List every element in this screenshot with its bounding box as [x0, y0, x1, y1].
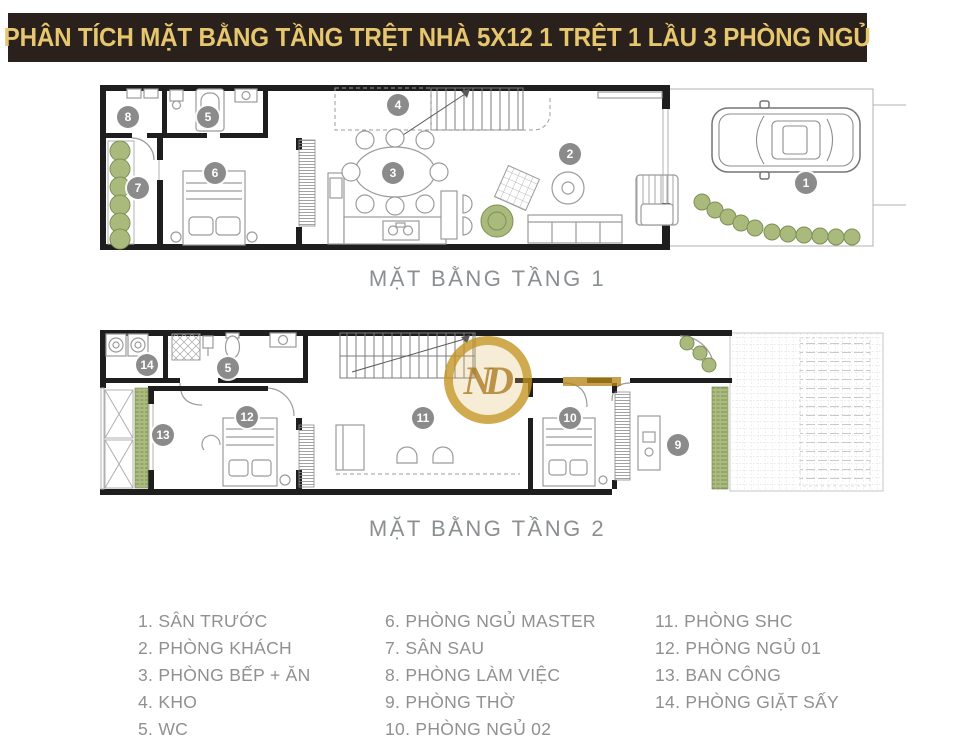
car-icon	[712, 101, 860, 179]
room-badge-10: 10	[559, 407, 581, 429]
legend-item-6: 6. PHÒNG NGỦ MASTER	[385, 611, 596, 631]
legend-column-2	[385, 608, 655, 743]
room-badge-4: 4	[387, 94, 409, 116]
wc2-fixtures	[203, 333, 296, 358]
master-bed	[171, 140, 315, 245]
legend-column-1	[138, 608, 385, 743]
room-badge-8: 8	[117, 106, 139, 128]
kitchen-dining	[328, 129, 513, 244]
room-badge-5b: 5	[217, 357, 239, 379]
legend-item-10: 10. PHÒNG NGỦ 02	[385, 719, 552, 739]
watermark-ribbon	[563, 377, 621, 386]
room-badge-6: 6	[204, 162, 226, 184]
legend-item-4: 4. KHO	[138, 692, 198, 712]
title-banner	[3, 13, 872, 62]
floor-plan-1	[100, 85, 910, 250]
room-badge-3: 3	[382, 162, 404, 184]
legend-item-8: 8. PHÒNG LÀM VIỆC	[385, 665, 561, 685]
legend-column-3	[655, 608, 895, 743]
room-badge-7: 7	[127, 177, 149, 199]
legend-item-5: 5. WC	[138, 719, 189, 739]
room-badge-11: 11	[412, 407, 434, 429]
legend-item-2: 2. PHÒNG KHÁCH	[138, 638, 292, 658]
room-badge-2: 2	[559, 143, 581, 165]
legend-item-1: 1. SÂN TRƯỚC	[138, 611, 268, 631]
legend	[138, 608, 895, 743]
room-badge-14: 14	[136, 354, 158, 376]
legend-item-11: 11. PHÒNG SHC	[655, 611, 793, 631]
room-badge-12: 12	[236, 406, 258, 428]
balcony	[101, 388, 148, 489]
legend-item-7: 7. SÂN SAU	[385, 638, 485, 658]
legend-item-12: 12. PHÒNG NGỦ 01	[655, 638, 822, 658]
roof-area	[730, 333, 883, 491]
room-badge-5: 5	[197, 106, 219, 128]
altar-room	[638, 336, 728, 489]
room-badge-1: 1	[795, 172, 817, 194]
legend-item-9: 9. PHÒNG THỜ	[385, 692, 516, 712]
legend-item-3: 3. PHÒNG BẾP + ĂN	[138, 665, 311, 685]
legend-item-13: 13. BAN CÔNG	[655, 665, 782, 685]
plan-1-caption: MẶT BẰNG TẦNG 1	[368, 266, 607, 291]
room-badge-9: 9	[667, 434, 689, 456]
plan-2-caption: MẶT BẰNG TẦNG 2	[368, 516, 607, 541]
stairs	[335, 88, 550, 137]
page-title: PHÂN TÍCH MẶT BẰNG TẦNG TRỆT NHÀ 5X12 1 TRỆT 1 LẦU 3 PHÒNG NGỦ	[3, 22, 872, 52]
room-badge-13: 13	[152, 424, 174, 446]
family-room	[336, 425, 520, 474]
watermark-logo: ND	[444, 336, 532, 424]
legend-item-14: 14. PHÒNG GIẶT SẤY	[655, 692, 840, 712]
floor-plan-2	[100, 330, 910, 495]
